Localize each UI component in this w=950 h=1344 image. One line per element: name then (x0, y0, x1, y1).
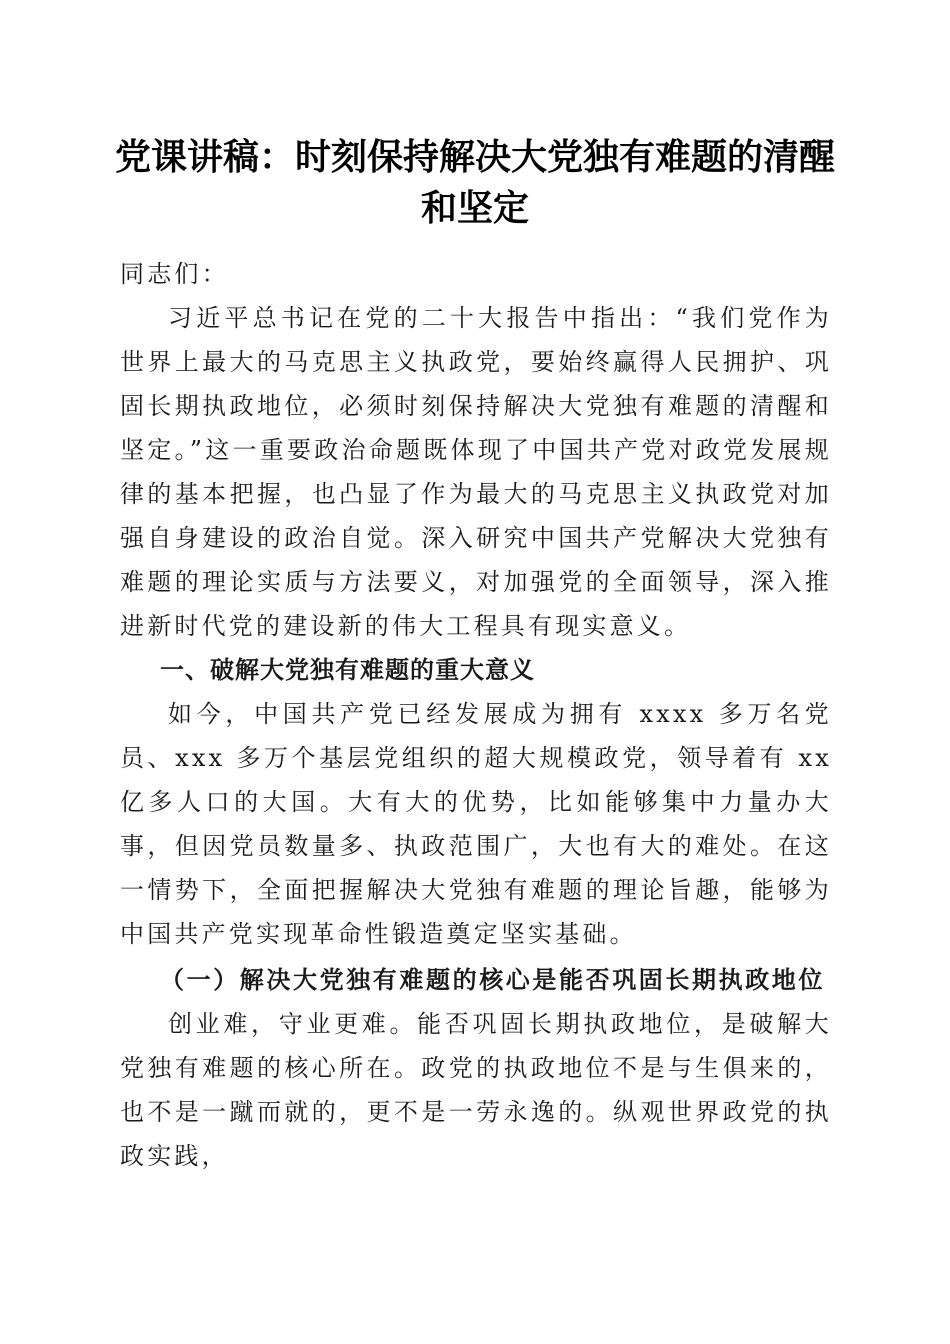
title-line-2: 和坚定 (420, 187, 529, 229)
title-line-1: 党课讲稿：时刻保持解决大党独有难题的清醒 (114, 136, 835, 178)
salutation: 同志们： (120, 260, 229, 288)
section-heading-1: 一、破解大党独有难题的重大意义 (160, 656, 535, 684)
document-title (100, 132, 850, 234)
section1-paragraph: 如今，中国共产党已经发展成为拥有 xxxx 多万名党员、xxx 多万个基层党组织的超大规模政党，领导着有 xx 亿多人口的大国。大有大的优势，比如能够集中力量办大事，但因党员数量多、执政范围广，大也有大的难处。在这一情势下，全面把握解决大党独有难题的理论旨趣，能够为中国共产党实现革命性锻造奠定坚实基础。 (120, 700, 832, 948)
document-body (120, 252, 832, 1178)
intro-paragraph: 习近平总书记在党的二十大报告中指出：“我们党作为世界上最大的马克思主义执政党，要始终赢得人民拥护、巩固长期执政地位，必须时刻保持解决大党独有难题的清醒和坚定。”这一重要政治命题既体现了中国共产党对政党发展规律的基本把握，也凸显了作为最大的马克思主义执政党对加强自身建设的政治自觉。深入研究中国共产党解决大党独有难题的理论实质与方法要义，对加强党的全面领导，深入推进新时代党的建设新的伟大工程具有现实意义。 (120, 304, 832, 640)
subsection-heading-1: （一）解决大党独有难题的核心是能否巩固长期执政地位 (160, 965, 825, 994)
subsection1-paragraph: 创业难，守业更难。能否巩固长期执政地位，是破解大党独有难题的核心所在。政党的执政地位不是与生俱来的，也不是一蹴而就的，更不是一劳永逸的。纵观世界政党的执政实践， (120, 1010, 832, 1170)
